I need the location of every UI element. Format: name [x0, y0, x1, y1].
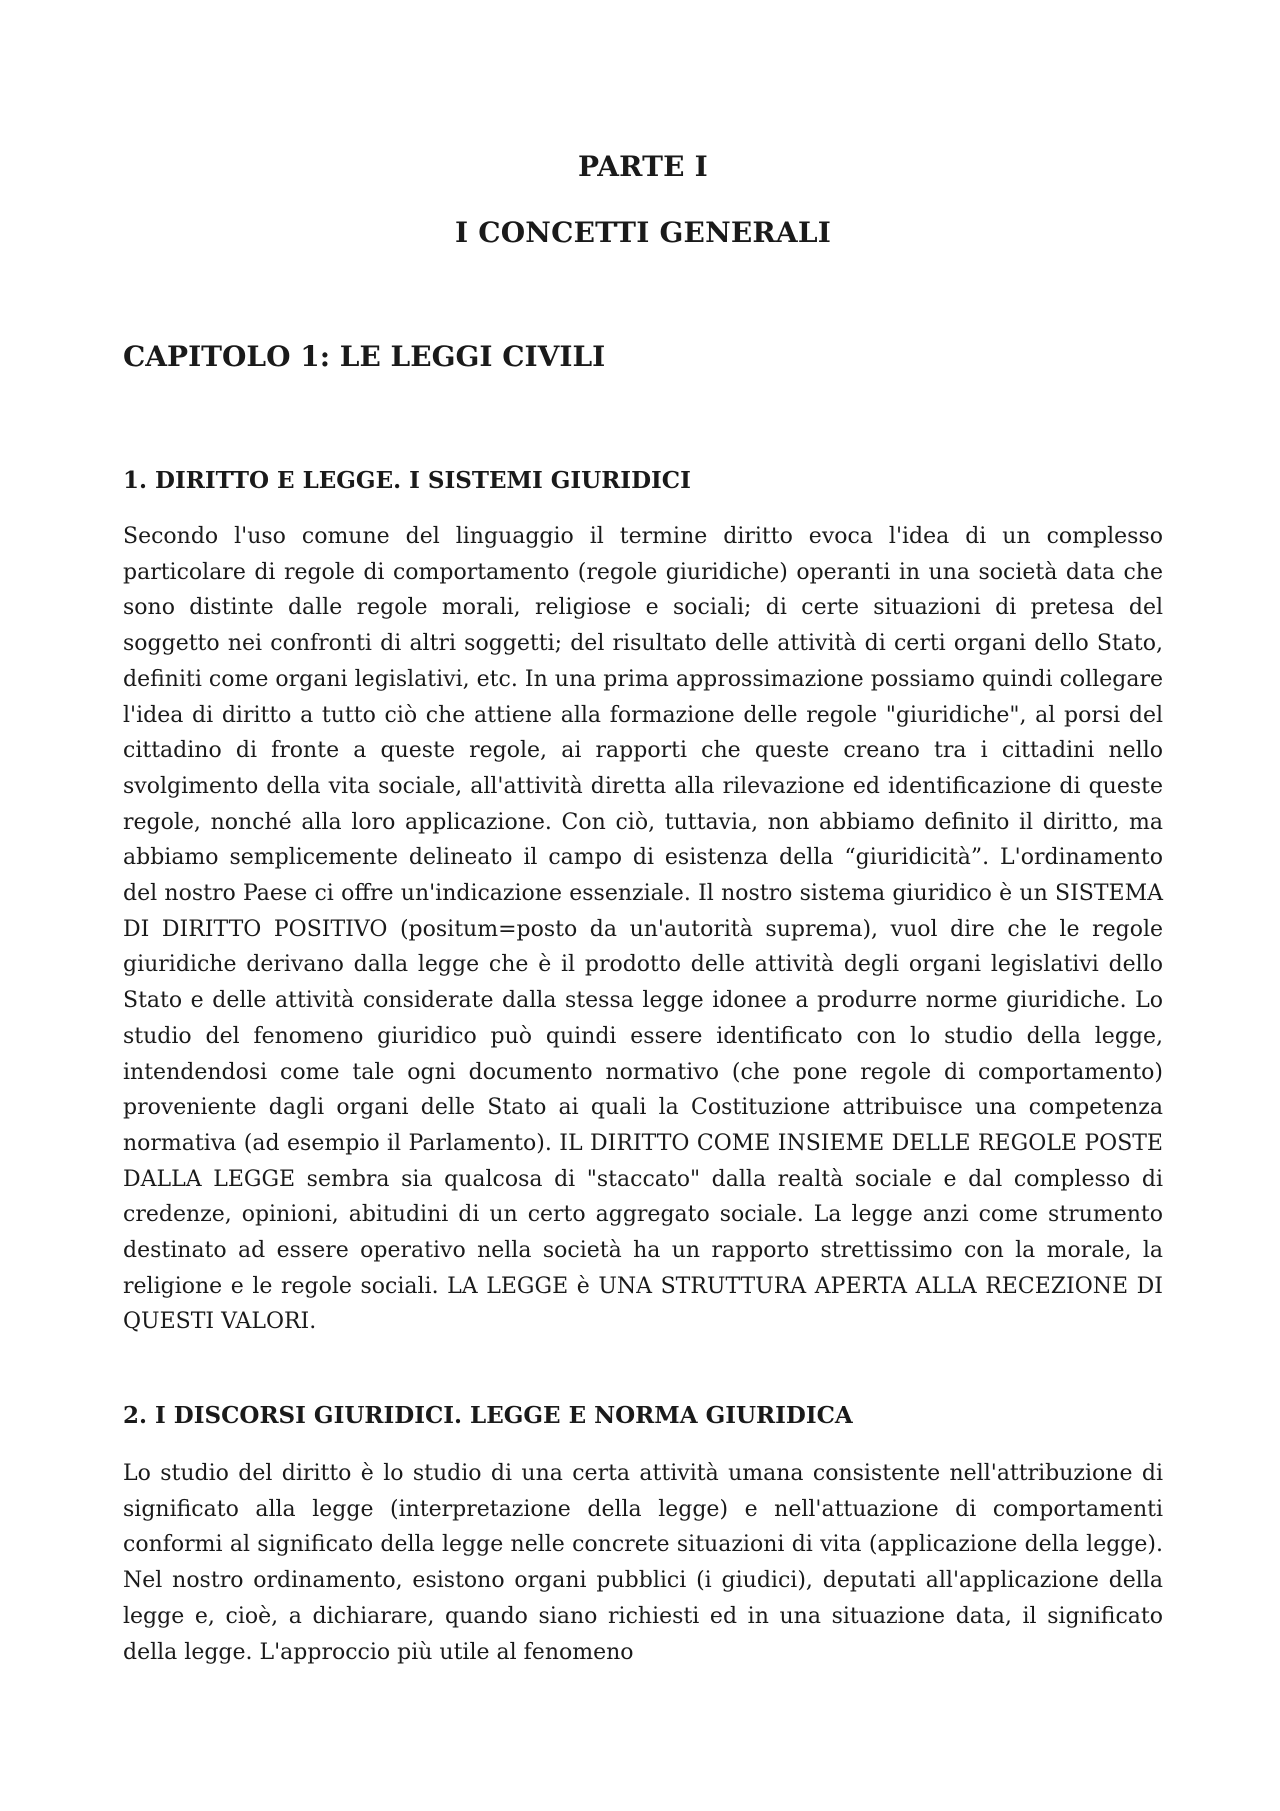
part-subtitle: I CONCETTI GENERALI — [454, 216, 832, 249]
section-body-2: Lo studio del diritto è lo studio di una certa attività umana consistente nell'attribuzione di significato alla legge (interpretazione della legge) e nell'attuazione di comportamenti conformi al significato della legge nelle concrete situazioni di vita (applicazione della legge). Nel nostro ordinamento, esistono organi pubblici (i giudici), deputati all'applicazione della legge e, cioè, a dichiarare, quando siano richiesti ed in una situazione data, il significato della legge. L'approccio più utile al fenomeno — [123, 1461, 1163, 1665]
part-label: PARTE I — [578, 150, 708, 183]
section-heading-2: 2. I DISCORSI GIURIDICI. LEGGE E NORMA GIURIDICA — [123, 1402, 853, 1429]
chapter-title: CAPITOLO 1: LE LEGGI CIVILI — [123, 340, 606, 373]
section-body-1: Secondo l'uso comune del linguaggio il termine diritto evoca l'idea di un complesso particolare di regole di comportamento (regole giuridiche) operanti in una società data che sono distinte dalle regole morali, religiose e sociali; di certe situazioni di pretesa del soggetto nei confronti di altri soggetti; del risultato delle attività di certi organi dello Stato, definiti come organi legislativi, etc. In una prima approssimazione possiamo quindi collegare l'idea di diritto a tutto ciò che attiene alla formazione delle regole "giuridiche", al porsi del cittadino di fronte a queste regole, ai rapporti che queste creano tra i cittadini nello svolgimento della vita sociale, all'attività diretta alla rilevazione ed identificazione di queste regole, nonché alla loro applicazione. Con ciò, tuttavia, non abbiamo definito il diritto, ma abbiamo semplicemente delineato il campo di esistenza della “giuridicità”. L'ordinamento del nostro Paese ci offre un'indicazione essenziale. Il nostro sistema giuridico è un SISTEMA DI DIRITTO POSITIVO (positum=posto da un'autorità suprema), vuol dire che le regole giuridiche derivano dalla legge che è il prodotto delle attività degli organi legislativi dello Stato e delle attività considerate dalla stessa legge idonee a produrre norme giuridiche. Lo studio del fenomeno giuridico può quindi essere identificato con lo studio della legge, intendendosi come tale ogni documento normativo (che pone regole di comportamento) proveniente dagli organi delle Stato ai quali la Costituzione attribuisce una competenza normativa (ad esempio il Parlamento). IL DIRITTO COME INSIEME DELLE REGOLE POSTE DALLA LEGGE sembra sia qualcosa di "staccato" dalla realtà sociale e dal complesso di credenze, opinioni, abitudini di un certo aggregato sociale. La legge anzi come strumento destinato ad essere operativo nella società ha un rapporto strettissimo con la morale, la religione e le regole sociali. LA LEGGE è UNA STRUTTURA APERTA ALLA RECEZIONE DI QUESTI VALORI. — [123, 524, 1163, 1335]
section-heading-1: 1. DIRITTO E LEGGE. I SISTEMI GIURIDICI — [123, 467, 691, 494]
